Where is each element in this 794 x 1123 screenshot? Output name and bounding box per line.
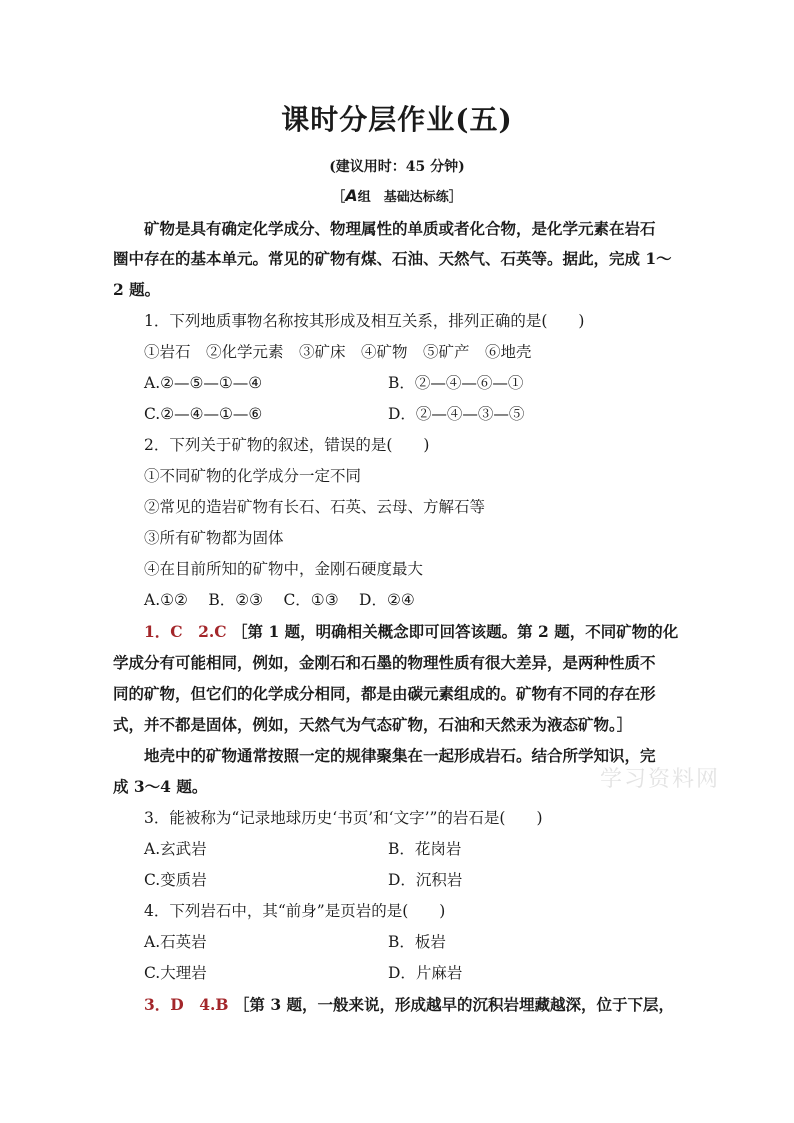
q1-option-d: D．②—④—③—⑤ [388, 405, 525, 423]
q2-statement: ③所有矿物都为固体 [144, 529, 284, 547]
q3-option-d: D．沉积岩 [388, 871, 463, 889]
intro-line: 地壳中的矿物通常按照一定的规律聚集在一起形成岩石。结合所学知识，完 [144, 746, 656, 765]
intro-line: 成 3～4 题。 [113, 777, 208, 796]
q2-statement: ④在目前所知的矿物中，金刚石硬度最大 [144, 560, 424, 578]
group-letter: A [345, 186, 358, 205]
q1-option-c: C.②—④—①—⑥ [144, 405, 263, 423]
answer-text: ［第 1 题，明确相关概念即可回答该题。第 2 题，不同矿物的化 [232, 622, 679, 641]
answer-key: 3．D 4.B [144, 995, 229, 1014]
answer-key: 1．C 2.C [144, 622, 227, 641]
q4-option-b: B．板岩 [388, 933, 446, 951]
group-name: 组 基础达标练 [357, 190, 449, 205]
page-title: 课时分层作业(五) [281, 103, 513, 136]
q2-statement: ②常见的造岩矿物有长石、石英、云母、方解石等 [144, 498, 486, 516]
q4-option-a: A.石英岩 [144, 933, 207, 951]
q1-option-b: B．②—④—⑥—① [388, 374, 524, 392]
question-4-stem: 4．下列岩石中，其“前身”是页岩的是( ) [144, 902, 446, 920]
intro-line: 圈中存在的基本单元。常见的矿物有煤、石油、天然气、石英等。据此，完成 1～ [113, 249, 672, 268]
q3-option-a: A.玄武岩 [144, 840, 207, 858]
answer-3-4-line [144, 995, 674, 1015]
suggested-time: (建议用时：45 分钟) [329, 159, 465, 175]
watermark: 学习资料网 [600, 767, 721, 792]
intro-line: 矿物是具有确定化学成分、物理属性的单质或者化合物，是化学元素在岩石 [144, 219, 656, 238]
bracket-close: ］ [448, 190, 462, 205]
q2-statement: ①不同矿物的化学成分一定不同 [144, 467, 362, 485]
question-1-stem: 1．下列地质事物名称按其形成及相互关系，排列正确的是( ) [144, 312, 585, 330]
question-3-stem: 3．能被称为“记录地球历史‘书页’和‘文字’”的岩石是( ) [144, 809, 543, 827]
intro-line: 2 题。 [113, 280, 161, 299]
answer-text: ［第 3 题，一般来说，形成越早的沉积岩埋藏越深，位于下层， [233, 995, 675, 1014]
q3-option-c: C.变质岩 [144, 871, 207, 889]
bracket-open: ［ [332, 190, 346, 205]
q2-options: A.①② B．②③ C．①③ D．②④ [144, 591, 415, 609]
q4-option-d: D．片麻岩 [388, 964, 463, 982]
q1-option-a: A.②—⑤—①—④ [144, 374, 263, 392]
group-label [0, 186, 794, 205]
answer-line: 学成分有可能相同，例如，金刚石和石墨的物理性质有很大差异，是两种性质不 [113, 653, 656, 672]
q4-option-c: C.大理岩 [144, 964, 207, 982]
question-1-items: ①岩石 ②化学元素 ③矿床 ④矿物 ⑤矿产 ⑥地壳 [144, 343, 532, 361]
answer-line: 式，并不都是固体，例如，天然气为气态矿物，石油和天然汞为液态矿物。］ [113, 715, 633, 734]
question-2-stem: 2．下列关于矿物的叙述，错误的是( ) [144, 436, 430, 454]
q3-option-b: B．花岗岩 [388, 840, 462, 858]
answer-1-2-line [144, 622, 678, 642]
answer-line: 同的矿物，但它们的化学成分相同，都是由碳元素组成的。矿物有不同的存在形 [113, 684, 656, 703]
